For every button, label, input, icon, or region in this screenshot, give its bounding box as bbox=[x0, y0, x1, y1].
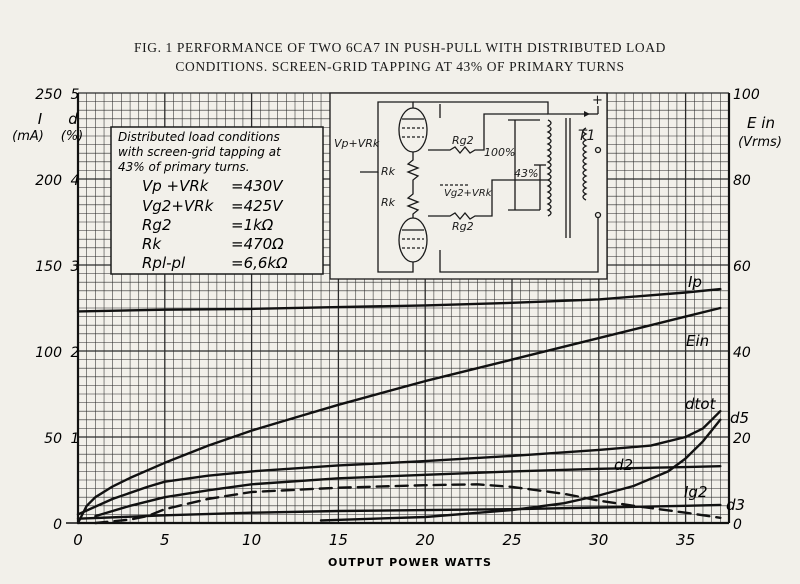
d-tick-label: 2 bbox=[70, 345, 80, 361]
i-axis-unit: (mA) bbox=[12, 129, 44, 144]
schematic-supply-label: Vp+VRk bbox=[334, 137, 380, 150]
x-tick-label: 0 bbox=[73, 531, 83, 549]
legend-value-vg2: =425V bbox=[231, 197, 283, 215]
d-tick-label: 3 bbox=[70, 259, 80, 275]
schematic-plus-label: + bbox=[592, 93, 603, 108]
x-tick-label: 5 bbox=[160, 531, 170, 549]
ein-tick-label: 0 bbox=[733, 517, 742, 533]
ein-tick-label: 20 bbox=[733, 431, 751, 447]
x-tick-label: 15 bbox=[328, 531, 348, 549]
ein-tick-label: 60 bbox=[733, 259, 751, 275]
schematic-screen-supply: Vg2+VRk bbox=[444, 188, 492, 199]
series-label-ein: Ein bbox=[686, 332, 710, 350]
legend-param-rpl: Rpl-pl bbox=[142, 254, 186, 272]
x-tick-label: 35 bbox=[676, 531, 696, 549]
legend-value-vp: =430V bbox=[231, 177, 283, 195]
legend-box bbox=[111, 127, 323, 274]
d-axis-label: d bbox=[68, 110, 78, 128]
schematic-rk-bottom: Rk bbox=[381, 196, 396, 209]
ein-tick-label: 100 bbox=[733, 87, 760, 103]
legend-value-rk: =470Ω bbox=[231, 235, 284, 253]
legend-line-2: with screen-grid tapping at bbox=[118, 145, 281, 159]
ein-axis-unit: (Vrms) bbox=[738, 135, 782, 150]
schematic-rk-top: Rk bbox=[381, 165, 396, 178]
i-tick-label: 50 bbox=[44, 431, 62, 447]
legend-value-rg2: =1kΩ bbox=[231, 216, 274, 234]
figure-title-line-2: CONDITIONS. SCREEN-GRID TAPPING AT 43% OF PRIMARY TURNS bbox=[175, 59, 625, 74]
x-axis-label: OUTPUT POWER WATTS bbox=[328, 556, 492, 569]
schematic-transformer-label: T1 bbox=[578, 128, 596, 144]
legend-line-1: Distributed load conditions bbox=[118, 130, 280, 144]
legend-param-rg2: Rg2 bbox=[142, 216, 172, 234]
schematic-rg2-bottom: Rg2 bbox=[452, 220, 474, 233]
x-tick-label: 30 bbox=[589, 531, 609, 549]
schematic-pct-full: 100% bbox=[484, 146, 516, 159]
i-tick-label: 100 bbox=[35, 345, 62, 361]
i-tick-label: 200 bbox=[35, 173, 62, 189]
i-tick-label: 250 bbox=[35, 87, 62, 103]
ein-tick-label: 40 bbox=[733, 345, 751, 361]
i-tick-label: 0 bbox=[53, 517, 62, 533]
x-tick-label: 25 bbox=[502, 531, 522, 549]
series-label-dtot: dtot bbox=[685, 395, 716, 413]
ein-axis-label: E in bbox=[747, 114, 775, 132]
x-tick-label: 20 bbox=[415, 531, 435, 549]
series-label-d3: d3 bbox=[726, 496, 746, 514]
d-axis-unit: (%) bbox=[60, 129, 84, 144]
schematic-inset bbox=[330, 93, 607, 279]
d-tick-label: 1 bbox=[70, 431, 80, 447]
legend-line-3: 43% of primary turns. bbox=[118, 160, 250, 174]
d-tick-label: 5 bbox=[70, 87, 80, 103]
series-label-d5: d5 bbox=[730, 409, 750, 427]
x-tick-label: 10 bbox=[242, 531, 262, 549]
legend-value-rpl: =6,6kΩ bbox=[231, 254, 288, 272]
series-label-ip: Ip bbox=[688, 273, 702, 291]
i-tick-label: 150 bbox=[35, 259, 62, 275]
schematic-pct-tap: 43% bbox=[514, 167, 539, 180]
legend-param-vp: Vp +VRk bbox=[142, 177, 209, 195]
series-label-d2: d2 bbox=[614, 456, 634, 474]
d-tick-label: 4 bbox=[70, 173, 80, 189]
i-axis-label: I bbox=[37, 110, 43, 128]
figure-title-line-1: FIG. 1 PERFORMANCE OF TWO 6CA7 IN PUSH-PULL WITH DISTRIBUTED LOAD bbox=[134, 40, 666, 55]
series-label-ig2: Ig2 bbox=[684, 483, 708, 501]
legend-param-vg2: Vg2+VRk bbox=[142, 197, 214, 215]
legend-param-rk: Rk bbox=[142, 235, 162, 253]
schematic-rg2-top: Rg2 bbox=[452, 134, 474, 147]
ein-tick-label: 80 bbox=[733, 173, 751, 189]
